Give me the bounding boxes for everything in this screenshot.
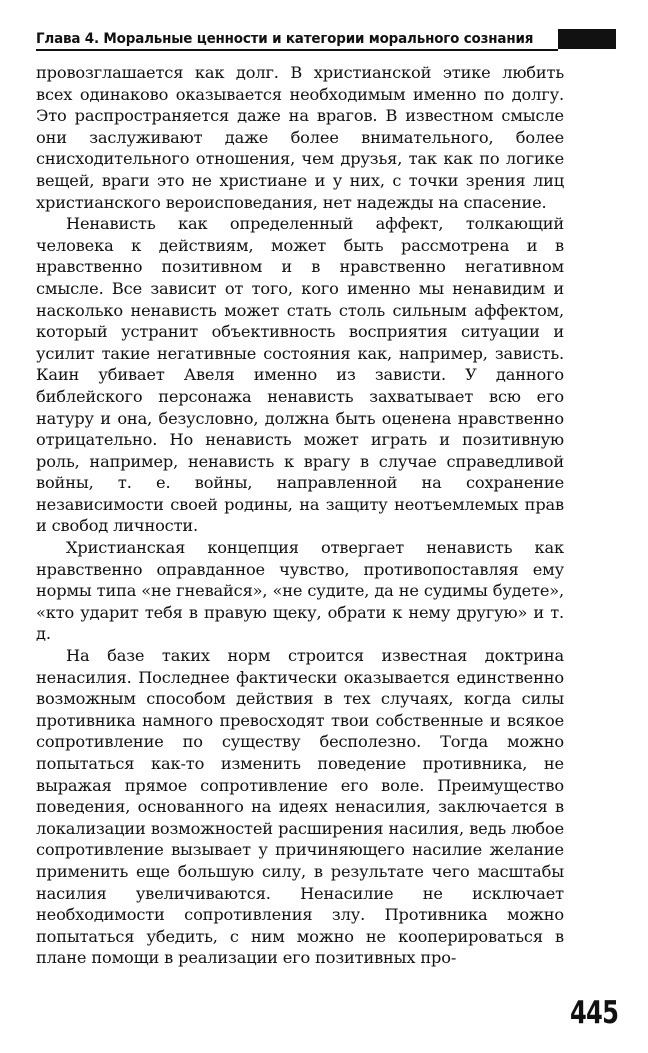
- body-text: [36, 62, 564, 969]
- header-bar: [558, 29, 616, 49]
- header-rule: [36, 49, 558, 51]
- paragraph: Христианская концепция отвергает ненависть как нравственно оправданное чувство, противопоставляя ему нормы типа «не гневайся», «не судите, да не судимы будете», «кто ударит тебя в правую щеку, обрати к нему другую» и т. д.: [36, 538, 564, 644]
- running-head: [36, 29, 616, 51]
- paragraph: Ненависть как определенный аффект, толкающий человека к действиям, может быть рассмотрена и в нравственно позитивном и в нравственно негативном смысле. Все зависит от того, кого именно мы ненавидим и насколько ненависть может стать столь сильным аффектом, который устранит объективность восприятия ситуации и усилит такие негативные состояния как, например, зависть. Каин убивает Авеля именно из зависти. У данного библейского персонажа ненависть захватывает всю его натуру и она, безусловно, должна быть оценена нравственно отрицательно. Но ненависть может играть и позитивную роль, например, ненависть к врагу в случае справедливой войны, т. е. войны, направленной на сохранение независимости своей родины, на защиту неотъемлемых прав и свобод личности.: [36, 214, 564, 536]
- paragraph: На базе таких норм строится известная доктрина ненасилия. Последнее фактически оказывается единственно возможным способом действия в тех случаях, когда силы противника намного превосходят твои собственные и всякое сопротивление по существу бесполезно. Тогда можно попытаться как-то изменить поведение противника, не выражая прямое сопротивление его воле. Преимущество поведения, основанного на идеях ненасилия, заключается в локализации возможностей расширения насилия, ведь любое сопротивление вызывает у причиняющего насилие желание применить еще большую силу, в результате чего масштабы насилия увеличиваются. Ненасилие не исключает необходимости сопротивления злу. Противника можно попытаться убедить, с ним можно не кооперироваться в плане помощи в реализации его позитивных про-: [36, 646, 564, 968]
- paragraph: провозглашается как долг. В христианской этике любить всех одинаково оказывается необходимым именно по долгу. Это распространяется даже на врагов. В известном смысле они заслуживают даже более внимательного, более снисходительного отношения, чем друзья, так как по логике вещей, враги это не христиане и у них, с точки зрения лиц христианского вероисповедания, нет надежды на спасение.: [36, 63, 564, 212]
- page-number: 445: [570, 995, 619, 1031]
- chapter-title: Глава 4. Моральные ценности и категории морального сознания: [36, 31, 534, 47]
